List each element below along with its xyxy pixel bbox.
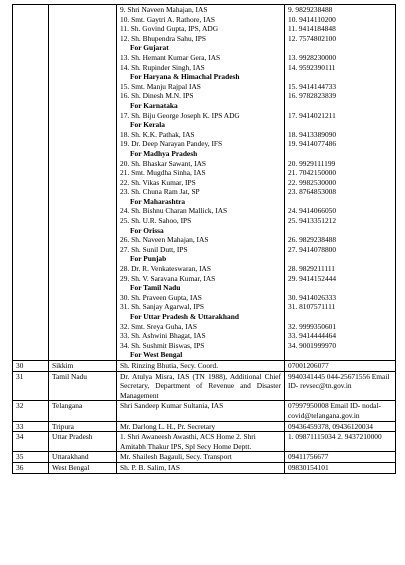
officer-entry: 26. Sh. Naveen Mahajan, IAS bbox=[120, 235, 209, 245]
officer-phone: 26. 9829238488 bbox=[288, 235, 337, 245]
table-row bbox=[13, 5, 396, 361]
state-group-heading: For Gujarat bbox=[130, 43, 169, 53]
officer-phone: 30. 9414026333 bbox=[288, 292, 337, 302]
phone-spacer bbox=[288, 72, 392, 82]
officer-phone: 22. 9982530000 bbox=[288, 177, 337, 187]
state-group-heading: For Orissa bbox=[130, 225, 164, 235]
contact-details: 1. 09871115034 2. 9437210000 bbox=[285, 432, 396, 452]
officer-entry: 11. Sh. Govind Gupta, IPS, ADG bbox=[120, 24, 219, 34]
table-row bbox=[13, 421, 396, 432]
state-name: Tamil Nadu bbox=[49, 371, 117, 401]
officer-list-cell bbox=[117, 5, 285, 361]
table-row bbox=[13, 462, 396, 473]
row-number: 33 bbox=[13, 421, 49, 432]
officer-phone: 32. 9999350601 bbox=[288, 321, 337, 331]
officer-phone: 28. 9829211111 bbox=[288, 264, 335, 274]
phone-spacer bbox=[288, 197, 392, 207]
officer-entry: 33. Sh. Ashwini Bhagat, IAS bbox=[120, 331, 206, 341]
officer-phone: 25. 9413351212 bbox=[288, 216, 337, 226]
officer-phone: 10. 9414110200 bbox=[288, 14, 336, 24]
officer-entry: 18. Sh. K.K. Pathak, IAS bbox=[120, 129, 195, 139]
row-number: 36 bbox=[13, 462, 49, 473]
state-name: Telangana bbox=[49, 401, 117, 421]
officer-entry: 22. Sh. Vikas Kumar, IPS bbox=[120, 177, 196, 187]
state-name: Sikkim bbox=[49, 360, 117, 371]
state-group-heading: For Madhya Pradesh bbox=[130, 148, 198, 158]
officer-entry: 14. Sh. Rupinder Singh, IAS bbox=[120, 62, 205, 72]
officer-phone: 9. 9829238488 bbox=[288, 5, 333, 14]
officer-phone: 16. 9782823839 bbox=[288, 91, 337, 101]
officer-entry: 20. Sh. Bhaskar Sawant, IAS bbox=[120, 158, 207, 168]
officer-entry: 25. Sh. U.R. Sahoo, IPS bbox=[120, 216, 192, 226]
officer-phone: 29. 9414152444 bbox=[288, 273, 337, 283]
phone-spacer bbox=[288, 43, 392, 53]
officer-name: Dr. Atulya Misra, IAS (TN 1988), Additional Chief Secretary, Department of Revenue and Disaster Management bbox=[117, 371, 285, 401]
officer-entry: 19. Dr. Deep Narayan Pandey, IFS bbox=[120, 139, 223, 149]
phone-spacer bbox=[288, 254, 392, 264]
state-group-heading: For Karnataka bbox=[130, 100, 178, 110]
officer-entry: 30. Sh. Praveen Gupta, IAS bbox=[120, 292, 202, 302]
phone-spacer bbox=[288, 149, 392, 159]
table-row bbox=[13, 360, 396, 371]
officer-entry: 32. Smt. Sreya Guha, IAS bbox=[120, 321, 197, 331]
state-group-heading: For West Bengal bbox=[130, 350, 183, 360]
officer-phone: 11. 9414184848 bbox=[288, 24, 336, 34]
nodal-officers-table bbox=[12, 4, 396, 474]
officer-phone: 24. 9414066050 bbox=[288, 206, 337, 216]
phone-spacer bbox=[288, 226, 392, 236]
officer-phone: 34. 9001999970 bbox=[288, 340, 337, 350]
state-name: Uttar Pradesh bbox=[49, 432, 117, 452]
contact-details: 09830154101 bbox=[285, 462, 396, 473]
phone-spacer bbox=[288, 312, 392, 322]
phone-spacer bbox=[288, 283, 392, 293]
phone-spacer bbox=[288, 350, 392, 360]
officer-entry: 28. Dr. R. Venkateswaran, IAS bbox=[120, 264, 211, 274]
officer-entry: 27. Sh. Sunil Dutt, IPS bbox=[120, 244, 188, 254]
officer-name: Shri Sandeep Kumar Sultania, IAS bbox=[117, 401, 285, 421]
contact-details: 09411756677 bbox=[285, 452, 396, 463]
officer-phone: 27. 9414078800 bbox=[288, 244, 337, 254]
contact-details: 09436459378, 09436120034 bbox=[285, 421, 396, 432]
officer-phone: 19. 9414077486 bbox=[288, 139, 337, 149]
phone-list-cell bbox=[285, 5, 396, 361]
officer-entry: 21. Smt. Mugdha Sinha, IAS bbox=[120, 168, 206, 178]
state-group-heading: For Haryana & Himachal Pradesh bbox=[130, 72, 240, 82]
officer-name: 1. Shri Awaneesh Awasthi, ACS Home 2. Shri Amitabh Thakur IPS, Spl Secy Home Deptt. bbox=[117, 432, 285, 452]
officer-phone: 21. 7042150000 bbox=[288, 168, 337, 178]
contact-details: 07997950008 Email ID- nodal-covid@telangana.gov.in bbox=[285, 401, 396, 421]
officer-phone: 17. 9414021211 bbox=[288, 110, 336, 120]
row-number: 30 bbox=[13, 360, 49, 371]
officer-entry: 23. Sh. Chuna Ram Jat, SP bbox=[120, 187, 200, 197]
state-group-heading: For Uttar Pradesh & Uttarakhand bbox=[130, 312, 239, 321]
officer-phone: 12. 7574802100 bbox=[288, 33, 337, 43]
officer-name: Mr. Shailesh Bagauli, Secy. Transport bbox=[117, 452, 285, 463]
officer-phone: 13. 9928230000 bbox=[288, 52, 337, 62]
officer-phone: 15. 9414144733 bbox=[288, 81, 337, 91]
officer-entry: 29. Sh. V. Saravana Kumar, IAS bbox=[120, 273, 216, 283]
officer-phone: 20. 9929111199 bbox=[288, 158, 336, 168]
state-group-heading: For Punjab bbox=[130, 254, 167, 264]
state-group-heading: For Maharashtra bbox=[130, 196, 186, 206]
state-group-heading: For Kerala bbox=[130, 120, 165, 130]
contact-details: 9940341445 044-25671556 Email ID- revsec@tn.gov.in bbox=[285, 371, 396, 401]
officer-entry: 31. Sh. Sanjay Agarwal, IPS bbox=[120, 302, 204, 312]
officer-entry: 13. Sh. Hemant Kumar Gera, IAS bbox=[120, 52, 221, 62]
officer-entry: 24. Sh. Bishnu Charan Mallick, IAS bbox=[120, 206, 228, 216]
officer-entry: 17. Sh. Biju George Joseph K. IPS ADG bbox=[120, 110, 240, 120]
officer-phone: 18. 9413389090 bbox=[288, 129, 337, 139]
table-row bbox=[13, 401, 396, 421]
row-number: 35 bbox=[13, 452, 49, 463]
no-cell bbox=[13, 5, 49, 361]
officer-phone: 14. 9592390111 bbox=[288, 62, 336, 72]
state-name: Uttarakhand bbox=[49, 452, 117, 463]
officer-name: Sh. P. B. Salim, IAS bbox=[117, 462, 285, 473]
officer-entry: 12. Sh. Bhupendra Sahu, IPS bbox=[120, 33, 207, 43]
officer-entry: 16. Sh. Dinesh M.N. IPS bbox=[120, 91, 194, 101]
phone-spacer bbox=[288, 101, 392, 111]
officer-name: Sh. Rinzing Bhutia, Secy. Coord. bbox=[117, 360, 285, 371]
state-group-heading: For Tamil Nadu bbox=[130, 283, 181, 293]
officer-entry: 10. Smt. Gaytri A. Rathore, IAS bbox=[120, 14, 216, 24]
table-row bbox=[13, 371, 396, 401]
officer-entry: 15. Smt. Manju Rajpal IAS bbox=[120, 81, 201, 91]
officer-phone: 33. 9414444464 bbox=[288, 331, 337, 341]
phone-spacer bbox=[288, 120, 392, 130]
officer-name: Mr. Darlong L. H., Pr. Secretary bbox=[117, 421, 285, 432]
row-number: 34 bbox=[13, 432, 49, 452]
row-number: 32 bbox=[13, 401, 49, 421]
officer-entry: 9. Shri Naveen Mahajan, IAS bbox=[120, 5, 208, 14]
table-row bbox=[13, 432, 396, 452]
officer-phone: 31. 8107571111 bbox=[288, 302, 336, 312]
table-row bbox=[13, 452, 396, 463]
row-number: 31 bbox=[13, 371, 49, 401]
officer-phone: 23. 8764853008 bbox=[288, 187, 337, 197]
state-name: Tripura bbox=[49, 421, 117, 432]
contact-details: 07001206077 bbox=[285, 360, 396, 371]
officer-entry: 34. Sh. Sushmit Biswas, IPS bbox=[120, 340, 205, 350]
state-cell bbox=[49, 5, 117, 361]
state-name: West Bengal bbox=[49, 462, 117, 473]
